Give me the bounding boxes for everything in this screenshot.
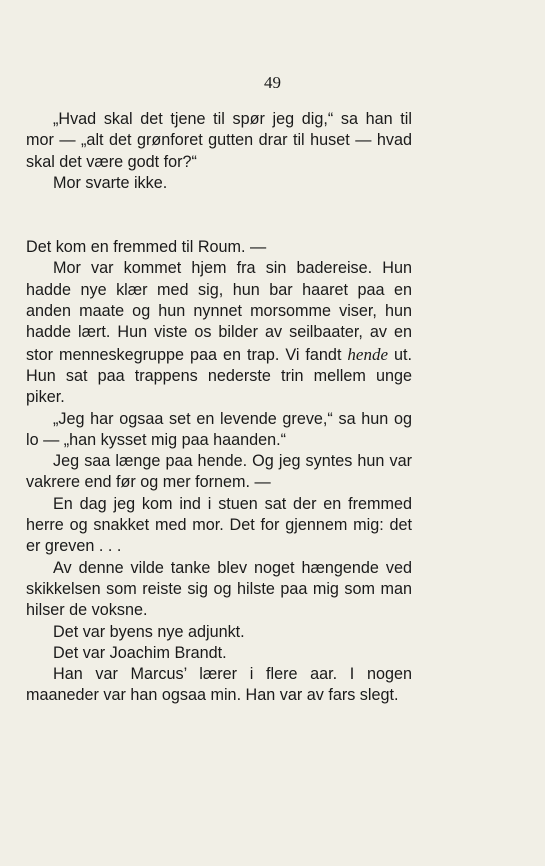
paragraph: Det var byens nye adjunkt. <box>53 622 245 641</box>
paragraph: En dag jeg kom ind i stuen sat der en fremmed herre og snakket med mor. Det for gjennem mig: det er greven . . . <box>26 494 412 556</box>
paragraph: Jeg saa længe paa hende. Og jeg syntes hun var vakrere end før og mer fornem. — <box>26 452 412 492</box>
paragraph: Mor svarte ikke. <box>53 173 168 192</box>
page-number: 49 <box>264 73 281 92</box>
paragraph-text: Mor var kommet hjem fra sin badereise. Hun hadde nye klær med sig, hun bar haaret paa en anden maate og hun nynnet morsomme viser, hun hadde lært. Hun viste os bilder av seilbaater, av en stor menneskegruppe paa en trap. Vi fandt <box>26 259 412 364</box>
paragraph: „Hvad skal det tjene til spør jeg dig,“ sa han til mor — „alt det grønforet gutten drar til huset — hvad skal det være godt for?“ <box>26 110 412 171</box>
emphasis: hende <box>347 344 389 364</box>
paragraph <box>26 258 412 408</box>
paragraph: „Jeg har ogsaa set en levende greve,“ sa hun og lo — „han kysset mig paa haanden.“ <box>26 409 412 449</box>
paragraph: Det var Joachim Brandt. <box>53 643 227 662</box>
section-break <box>26 194 412 237</box>
body-text <box>26 109 412 707</box>
paragraph: Av denne vilde tanke blev noget hængende ved skikkelsen som reiste sig og hilste paa mig som man hilser de voksne. <box>26 558 412 620</box>
paragraph: Det kom en fremmed til Roum. — <box>26 238 267 257</box>
paragraph-text-tail: ut. Hun sat paa trappens nederste trin mellem unge piker. <box>26 345 412 407</box>
paragraph: Han var Marcus’ lærer i flere aar. I nogen maaneder var han ogsaa min. Han var av fars slegt. <box>26 665 412 705</box>
